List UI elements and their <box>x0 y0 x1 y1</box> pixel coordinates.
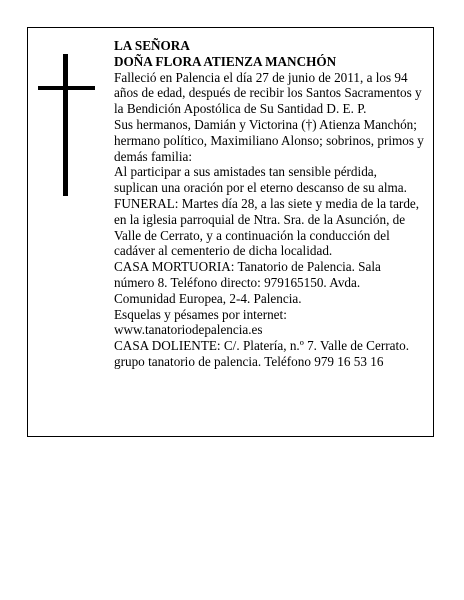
mortuary-info: CASA MORTUORIA: Tanatorio de Palencia. Sala número 8. Teléfono directo: 979165150. Avda. Comunidad Europea, 2-4. Palencia. <box>114 259 381 306</box>
cross-icon <box>63 54 68 196</box>
family-list: Sus hermanos, Damián y Victorina (†) Atienza Manchón; hermano político, Maximiliano Alonso; sobrinos, primos y demás familia: <box>114 116 424 164</box>
deceased-name: DOÑA FLORA ATIENZA MANCHÓN <box>114 53 337 69</box>
mourning-house: CASA DOLIENTE: C/. Platería, n.º 7. Valle de Cerrato. <box>114 338 410 354</box>
death-notice: Falleció en Palencia el día 27 de junio de 2011, a los 94 años de edad, después de recibir los Santos Sacramentos y la Bendición Apostólica de Su Santidad D. E. P. <box>114 69 422 117</box>
obituary-text <box>114 38 424 370</box>
funeral-info: FUNERAL: Martes día 28, a las siete y media de la tarde, en la iglesia parroquial de Ntra. Sra. de la Asunción, de Valle de Cerrato, y a continuación la conducción del cadáver al cementerio de dicha localidad. <box>114 195 420 259</box>
contact-line: grupo tanatorio de palencia. Teléfono 979 16 53 16 <box>114 353 384 369</box>
internet-note: Esquelas y pésames por internet: <box>114 306 287 322</box>
website-link[interactable]: www.tanatoriodepalencia.es <box>114 322 263 338</box>
cross-icon-crossbar <box>38 86 95 90</box>
heading-title: LA SEÑORA <box>114 38 190 53</box>
prayer-request: Al participar a sus amistades tan sensible pérdida, suplican una oración por el eterno descanso de su alma. <box>114 164 407 196</box>
